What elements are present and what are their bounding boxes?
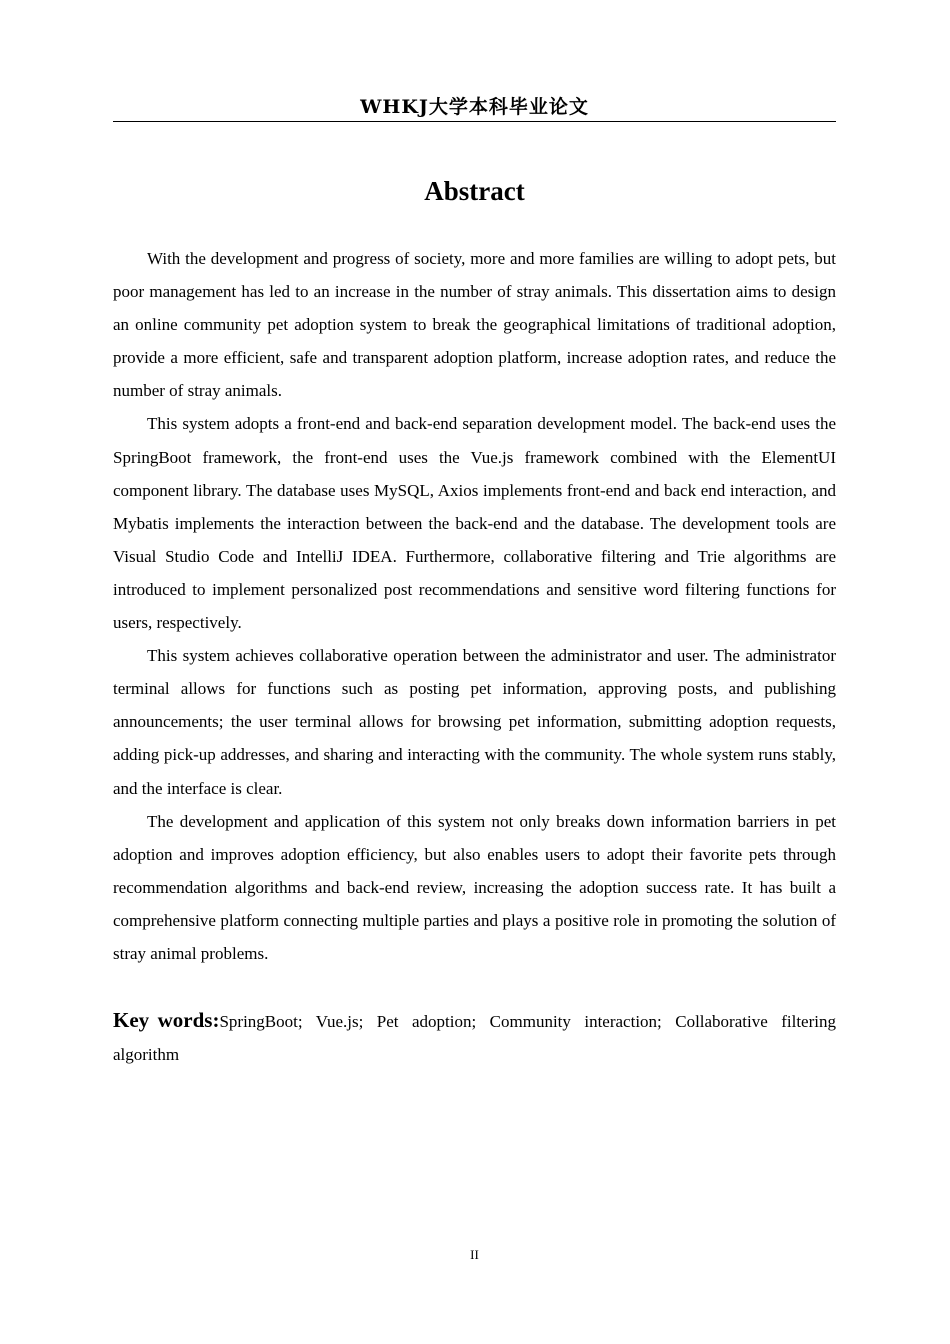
abstract-paragraph-3: This system achieves collaborative operation between the administrator and user. The administrator terminal allows for functions such as posting pet information, approving posts, and publishing announcements; the user terminal allows for browsing pet information, submitting adoption requests, adding pick-up addresses, and sharing and interacting with the community. The whole system runs stably, and the interface is clear. — [113, 646, 836, 798]
abstract-paragraph-2: This system adopts a front-end and back-end separation development model. The back-end uses the SpringBoot framework, the front-end uses the Vue.js framework combined with the ElementUI component library. The database uses MySQL, Axios implements front-end and back end interaction, and Mybatis implements the interaction between the back-end and the database. The development tools are Visual Studio Code and IntelliJ IDEA. Furthermore, collaborative filtering and Trie algorithms are introduced to implement personalized post recommendations and sensitive word filtering functions for users, respectively. — [113, 414, 836, 633]
keywords-text: SpringBoot; Vue.js; Pet adoption; Community interaction; Collaborative filtering algorithm — [113, 1012, 836, 1064]
abstract-paragraph-1: With the development and progress of society, more and more families are willing to adopt pets, but poor management has led to an increase in the number of stray animals. This dissertation aims to design an online community pet adoption system to break the geographical limitations of traditional adoption, provide a more efficient, safe and transparent adoption platform, increase adoption rates, and reduce the number of stray animals. — [113, 249, 836, 401]
page-header — [113, 94, 836, 122]
header-title: WHKJ大学本科毕业论文 — [360, 96, 589, 118]
abstract-paragraph-4: The development and application of this system not only breaks down information barriers in pet adoption and improves adoption efficiency, but also enables users to adopt their favorite pets through recommendation algorithms and back-end review, increasing the adoption success rate. It has built a comprehensive platform connecting multiple parties and plays a positive role in promoting the solution of stray animal problems. — [113, 811, 836, 963]
page-number: II — [470, 1247, 479, 1262]
keywords-section — [113, 1004, 836, 1071]
abstract-body — [113, 242, 836, 970]
abstract-title: Abstract — [424, 176, 525, 206]
keywords-label: Key words: — [113, 1008, 220, 1032]
